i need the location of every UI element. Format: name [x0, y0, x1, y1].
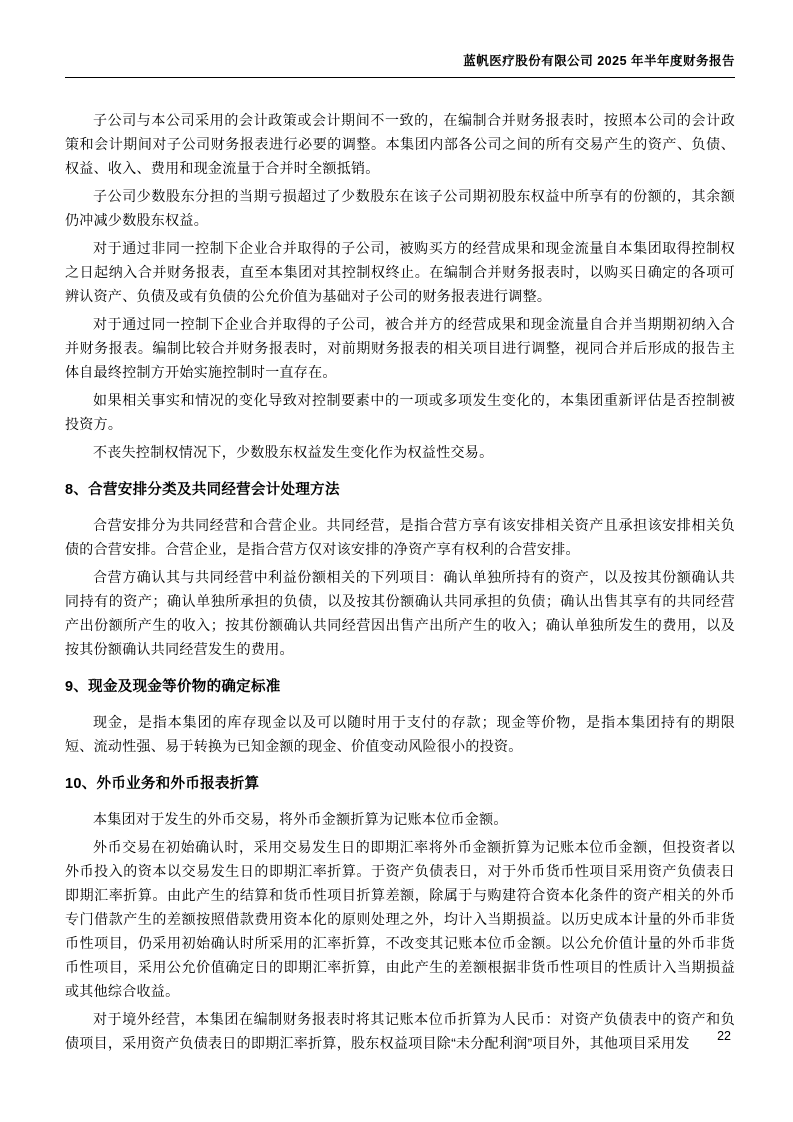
page-header: [65, 52, 735, 78]
document-body: [65, 108, 735, 1055]
paragraph: 子公司与本公司采用的会计政策或会计期间不一致的，在编制合并财务报表时，按照本公司的会计政策和会计期间对子公司财务报表进行必要的调整。本集团内部各公司之间的所有交易产生的资产、负债、权益、收入、费用和现金流量于合并时全额抵销。: [65, 112, 735, 176]
paragraph: 现金，是指本集团的库存现金以及可以随时用于支付的存款；现金等价物，是指本集团持有的期限短、流动性强、易于转换为已知金额的现金、价值变动风险很小的投资。: [65, 714, 735, 754]
paragraph: 对于通过同一控制下企业合并取得的子公司，被合并方的经营成果和现金流量自合并当期期初纳入合并财务报表。编制比较合并财务报表时，对前期财务报表的相关项目进行调整，视同合并后形成的报告主体自最终控制方开始实施控制时一直存在。: [65, 316, 735, 380]
paragraph: 外币交易在初始确认时，采用交易发生日的即期汇率将外币金额折算为记账本位币金额，但投资者以外币投入的资本以交易发生日的即期汇率折算。于资产负债表日，对于外币货币性项目采用资产负债表日即期汇率折算。由此产生的结算和货币性项目折算差额，除属于与购建符合资本化条件的资产相关的外币专门借款产生的差额按照借款费用资本化的原则处理之外，均计入当期损益。以历史成本计量的外币非货币性项目，仍采用初始确认时所采用的汇率折算，不改变其记账本位币金额。以公允价值计量的外币非货币性项目，采用公允价值确定日的即期汇率折算，由此产生的差额根据非货币性项目的性质计入当期损益或其他综合收益。: [65, 839, 735, 999]
paragraph: 合营方确认其与共同经营中利益份额相关的下列项目：确认单独所持有的资产，以及按其份额确认共同持有的资产；确认单独所承担的负债，以及按其份额确认共同承担的负债；确认出售其享有的共同经营产出份额所产生的收入；按其份额确认共同经营因出售产出所产生的收入；确认单独所发生的费用，以及按其份额确认共同经营发生的费用。: [65, 569, 735, 657]
section-heading-9: 9、现金及现金等价物的确定标准: [65, 679, 281, 695]
section-heading-10: 10、外币业务和外币报表折算: [65, 776, 260, 792]
page-header-title: 蓝帆医疗股份有限公司 2025 年半年度财务报告: [463, 54, 735, 68]
paragraph: 不丧失控制权情况下，少数股东权益发生变化作为权益性交易。: [93, 444, 494, 460]
paragraph: 对于境外经营，本集团在编制财务报表时将其记账本位币折算为人民币：对资产负债表中的资产和负债项目，采用资产负债表日的即期汇率折算，股东权益项目除“未分配利润”项目外，其他项目采用发: [65, 1011, 735, 1051]
paragraph: 如果相关事实和情况的变化导致对控制要素中的一项或多项发生变化的，本集团重新评估是否控制被投资方。: [65, 392, 735, 432]
page-number: 22: [717, 1029, 731, 1043]
paragraph: 本集团对于发生的外币交易，将外币金额折算为记账本位币金额。: [93, 811, 508, 827]
paragraph: 对于通过非同一控制下企业合并取得的子公司，被购买方的经营成果和现金流量自本集团取得控制权之日起纳入合并财务报表，直至本集团对其控制权终止。在编制合并财务报表时，以购买日确定的各项可辨认资产、负债及或有负债的公允价值为基础对子公司的财务报表进行调整。: [65, 240, 735, 304]
paragraph: 合营安排分为共同经营和合营企业。共同经营，是指合营方享有该安排相关资产且承担该安排相关负债的合营安排。合营企业，是指合营方仅对该安排的净资产享有权利的合营安排。: [65, 517, 735, 557]
paragraph: 子公司少数股东分担的当期亏损超过了少数股东在该子公司期初股东权益中所享有的份额的，其余额仍冲减少数股东权益。: [65, 188, 735, 228]
section-heading-8: 8、合营安排分类及共同经营会计处理方法: [65, 482, 340, 498]
